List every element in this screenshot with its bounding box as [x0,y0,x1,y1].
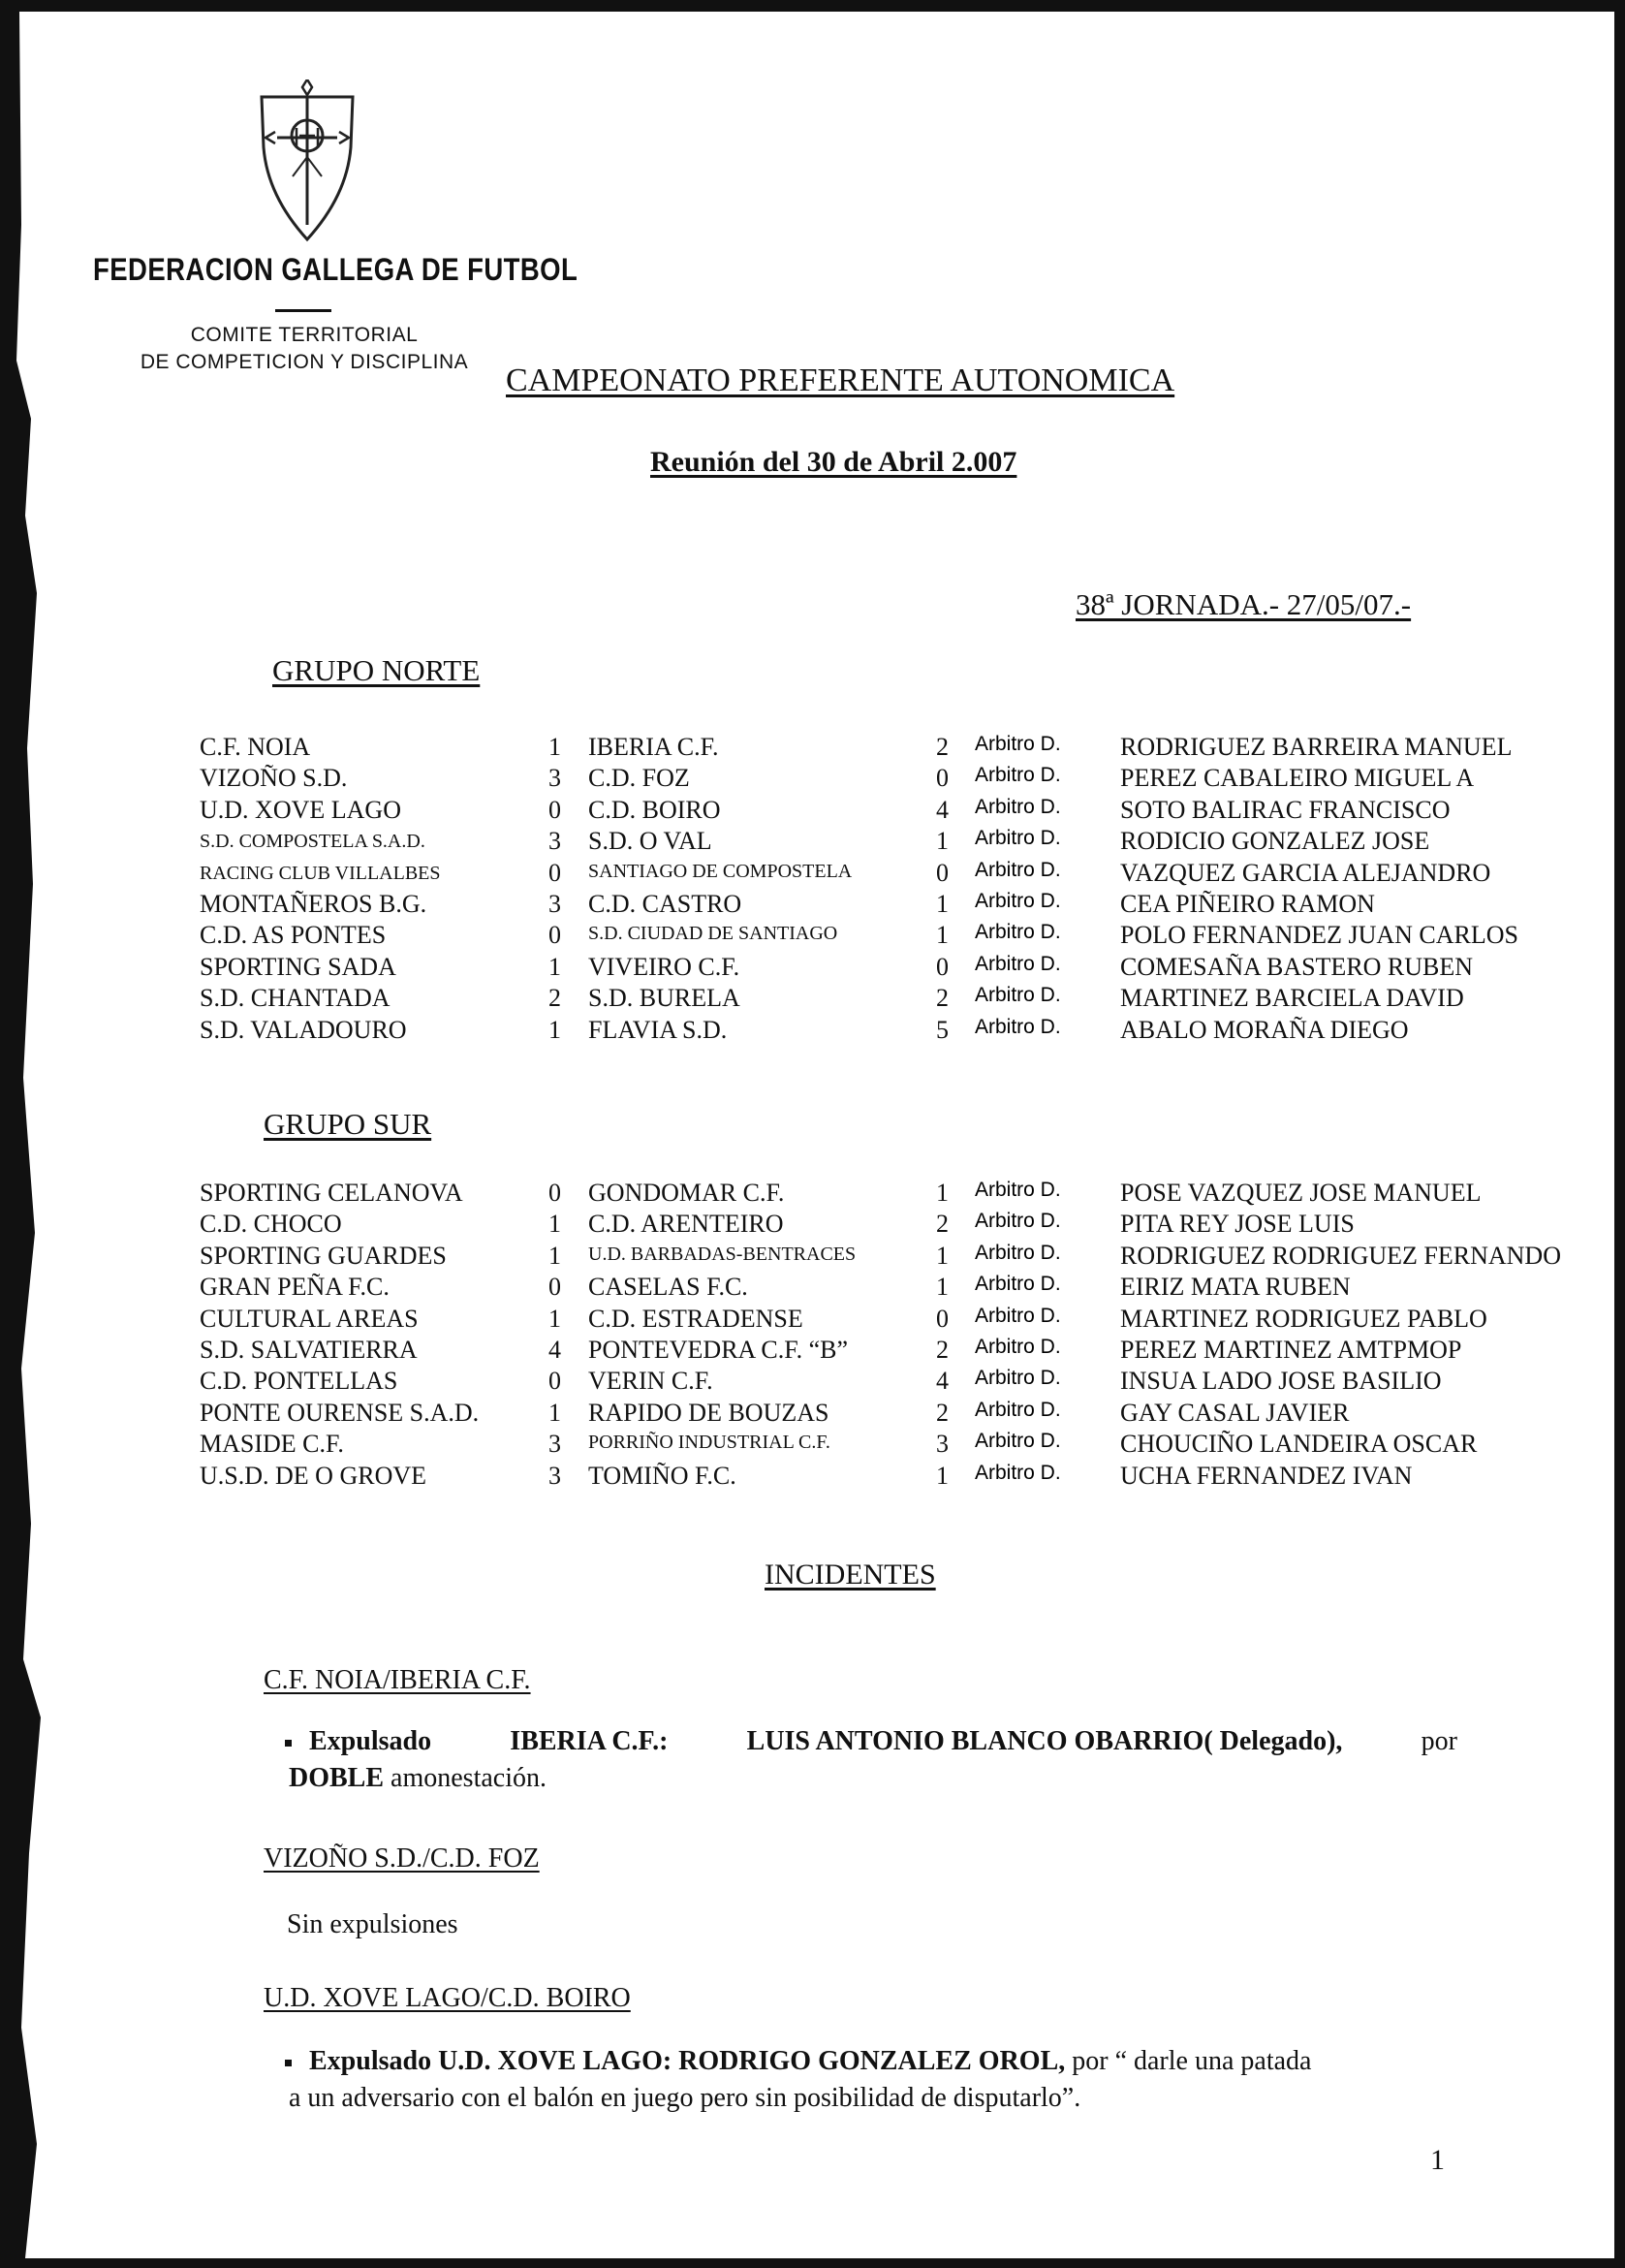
away-score: 3 [936,1430,949,1459]
home-score: 0 [548,1179,561,1207]
referee-label: Arbitro D. [975,764,1061,787]
away-team: C.D. CASTRO [588,890,742,918]
home-score: 3 [548,827,561,856]
home-score: 4 [548,1336,561,1364]
referee-label: Arbitro D. [975,1398,1061,1421]
home-score: 0 [548,858,561,887]
bullet-icon [285,2060,292,2066]
referee-name: CEA PIÑEIRO RAMON [1120,890,1375,918]
incidents-title: INCIDENTES [765,1559,936,1591]
away-score: 4 [936,795,949,824]
away-team: S.D. BURELA [588,984,740,1013]
group-sur-title: GRUPO SUR [264,1107,432,1141]
referee-name: RODRIGUEZ BARREIRA MANUEL [1120,733,1513,761]
referee-name: INSUA LADO JOSE BASILIO [1120,1367,1442,1396]
referee-label: Arbitro D. [975,952,1061,975]
away-team: C.D. FOZ [588,764,690,793]
home-score: 1 [548,1304,561,1333]
home-score: 1 [548,952,561,981]
home-team: GRAN PEÑA F.C. [200,1273,390,1302]
home-score: 0 [548,1273,561,1302]
incident-heading-2: VIZOÑO S.D./C.D. FOZ [264,1843,540,1874]
away-team: S.D. CIUDAD DE SANTIAGO [588,923,838,945]
away-score: 2 [936,733,949,761]
group-norte-title: GRUPO NORTE [272,653,481,687]
away-team: FLAVIA S.D. [588,1015,728,1044]
referee-label: Arbitro D. [975,733,1061,755]
referee-label: Arbitro D. [975,1336,1061,1358]
away-team: C.D. ESTRADENSE [588,1304,803,1333]
incident-text-3: Expulsado U.D. XOVE LAGO: RODRIGO GONZALEZ OROL, por “ darle una patada a un adversario con el balón en juego pero sin posibilidad de disputarlo”. [285,2043,1486,2117]
away-team: PONTEVEDRA C.F. “B” [588,1336,849,1364]
home-team: MONTAÑEROS B.G. [200,890,427,918]
referee-name: UCHA FERNANDEZ IVAN [1120,1461,1413,1490]
home-team: S.D. COMPOSTELA S.A.D. [200,831,425,853]
scan-edge-shadow [14,12,47,2258]
away-team: CASELAS F.C. [588,1273,748,1302]
home-score: 1 [548,733,561,761]
referee-name: PEREZ MARTINEZ AMTPMOP [1120,1336,1462,1364]
away-score: 2 [936,1210,949,1239]
away-score: 4 [936,1367,949,1396]
away-score: 0 [936,764,949,793]
away-team: C.D. ARENTEIRO [588,1210,784,1239]
away-score: 2 [936,1336,949,1364]
away-team: VIVEIRO C.F. [588,952,740,981]
home-team: U.D. XOVE LAGO [200,795,401,824]
referee-label: Arbitro D. [975,795,1061,818]
home-score: 1 [548,1241,561,1270]
referee-label: Arbitro D. [975,1461,1061,1484]
committee-line-2: DE COMPETICION Y DISCIPLINA [140,351,469,373]
home-score: 3 [548,890,561,918]
home-score: 3 [548,1430,561,1459]
referee-name: ABALO MORAÑA DIEGO [1120,1015,1409,1044]
home-score: 1 [548,1398,561,1427]
referee-name: EIRIZ MATA RUBEN [1120,1273,1351,1302]
home-team: S.D. SALVATIERRA [200,1336,418,1364]
away-score: 2 [936,984,949,1013]
home-team: C.D. PONTELLAS [200,1367,398,1396]
referee-label: Arbitro D. [975,1430,1061,1453]
referee-label: Arbitro D. [975,921,1061,944]
incident-text-1: Expulsado IBERIA C.F.: LUIS ANTONIO BLANCO OBARRIO( Delegado), por DOBLE amonestación. [285,1723,1457,1797]
referee-label: Arbitro D. [975,1241,1061,1264]
away-team: TOMIÑO F.C. [588,1461,736,1490]
jornada-heading: 38ª JORNADA.- 27/05/07.- [1076,587,1412,621]
home-score: 0 [548,1367,561,1396]
referee-name: POLO FERNANDEZ JUAN CARLOS [1120,921,1518,950]
home-score: 2 [548,984,561,1013]
referee-label: Arbitro D. [975,1273,1061,1296]
federation-crest-icon [254,79,360,244]
home-team: C.F. NOIA [200,733,311,761]
incident-heading-1: C.F. NOIA/IBERIA C.F. [264,1665,531,1695]
away-team: RAPIDO DE BOUZAS [588,1398,829,1427]
away-score: 1 [936,890,949,918]
home-score: 1 [548,1015,561,1044]
away-team: U.D. BARBADAS-BENTRACES [588,1243,857,1265]
home-score: 1 [548,1210,561,1239]
home-score: 0 [548,795,561,824]
incident-heading-3: U.D. XOVE LAGO/C.D. BOIRO [264,1983,631,2013]
referee-name: VAZQUEZ GARCIA ALEJANDRO [1120,858,1491,887]
away-team: IBERIA C.F. [588,733,719,761]
referee-label: Arbitro D. [975,858,1061,881]
home-team: C.D. AS PONTES [200,921,387,950]
org-divider [275,309,331,312]
referee-name: MARTINEZ RODRIGUEZ PABLO [1120,1304,1487,1333]
committee-line-1: COMITE TERRITORIAL [190,324,419,346]
home-team: U.S.D. DE O GROVE [200,1461,426,1490]
document-page [14,12,1614,2258]
home-team: SPORTING CELANOVA [200,1179,463,1207]
referee-label: Arbitro D. [975,1179,1061,1201]
referee-name: RODRIGUEZ RODRIGUEZ FERNANDO [1120,1241,1561,1270]
referee-name: MARTINEZ BARCIELA DAVID [1120,984,1464,1013]
away-score: 1 [936,921,949,950]
page-number: 1 [1430,2144,1445,2176]
home-score: 0 [548,921,561,950]
referee-name: CHOUCIÑO LANDEIRA OSCAR [1120,1430,1478,1459]
referee-label: Arbitro D. [975,1210,1061,1233]
away-score: 1 [936,1461,949,1490]
referee-name: PEREZ CABALEIRO MIGUEL A [1120,764,1475,793]
document-title: CAMPEONATO PREFERENTE AUTONOMICA [506,362,1175,398]
home-team: S.D. CHANTADA [200,984,391,1013]
meeting-date: Reunión del 30 de Abril 2.007 [650,446,1017,478]
referee-label: Arbitro D. [975,1015,1061,1038]
home-team: MASIDE C.F. [200,1430,344,1459]
referee-name: COMESAÑA BASTERO RUBEN [1120,952,1474,981]
away-score: 0 [936,952,949,981]
referee-label: Arbitro D. [975,984,1061,1007]
home-team: SPORTING GUARDES [200,1241,447,1270]
home-team: RACING CLUB VILLALBES [200,862,441,884]
referee-name: PITA REY JOSE LUIS [1120,1210,1355,1239]
referee-label: Arbitro D. [975,827,1061,850]
away-score: 1 [936,827,949,856]
away-team: SANTIAGO DE COMPOSTELA [588,860,853,882]
incident-text-2: Sin expulsiones [287,1909,458,1939]
referee-label: Arbitro D. [975,890,1061,912]
home-team: SPORTING SADA [200,952,396,981]
referee-label: Arbitro D. [975,1304,1061,1327]
away-score: 1 [936,1179,949,1207]
home-team: C.D. CHOCO [200,1210,342,1239]
away-team: C.D. BOIRO [588,795,721,824]
referee-label: Arbitro D. [975,1367,1061,1390]
bullet-icon [285,1740,292,1747]
home-team: PONTE OURENSE S.A.D. [200,1398,480,1427]
away-team: PORRIÑO INDUSTRIAL C.F. [588,1432,830,1454]
away-score: 5 [936,1015,949,1044]
referee-name: RODICIO GONZALEZ JOSE [1120,827,1430,856]
home-score: 3 [548,1461,561,1490]
referee-name: SOTO BALIRAC FRANCISCO [1120,795,1451,824]
away-team: GONDOMAR C.F. [588,1179,785,1207]
away-score: 0 [936,858,949,887]
home-team: CULTURAL AREAS [200,1304,419,1333]
away-score: 0 [936,1304,949,1333]
away-team: S.D. O VAL [588,827,712,856]
away-score: 1 [936,1241,949,1270]
home-score: 3 [548,764,561,793]
referee-name: GAY CASAL JAVIER [1120,1398,1350,1427]
referee-name: POSE VAZQUEZ JOSE MANUEL [1120,1179,1482,1207]
home-team: VIZOÑO S.D. [200,764,348,793]
away-score: 1 [936,1273,949,1302]
home-team: S.D. VALADOURO [200,1015,407,1044]
away-score: 2 [936,1398,949,1427]
away-team: VERIN C.F. [588,1367,713,1396]
federation-name: FEDERACION GALLEGA DE FUTBOL [93,252,578,287]
